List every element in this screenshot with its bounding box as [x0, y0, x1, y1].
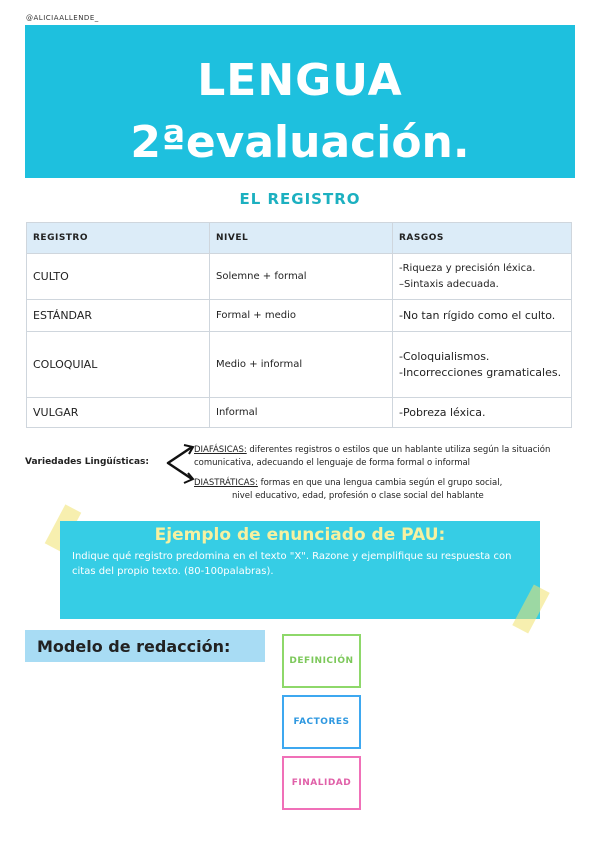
cell-rasgos — [393, 398, 572, 428]
pau-title: Ejemplo de enunciado de PAU: — [154, 525, 446, 545]
cell-nivel: Formal + medio — [210, 300, 393, 332]
step-finalidad-label: FINALIDAD — [291, 778, 352, 788]
rasgo-line: -Pobreza léxica. — [399, 405, 486, 419]
diastraticas-text: formas en que una lengua cambia según el grupo social, — [257, 478, 503, 488]
column-header-rasgos: RASGOS — [393, 223, 572, 254]
modelo-label-box — [25, 630, 265, 662]
modelo-label: Modelo de redacción: — [37, 637, 231, 656]
cell-nivel: Informal — [210, 398, 393, 428]
cell-rasgos — [393, 300, 572, 332]
table-row — [27, 398, 572, 428]
table-header-row — [27, 223, 572, 254]
rasgo-line: –Sintaxis adecuada. — [399, 278, 499, 290]
cell-registro: ESTÁNDAR — [27, 300, 210, 332]
table-row — [27, 254, 572, 300]
diastraticas-term: DIASTRÁTICAS: — [194, 478, 258, 488]
step-factores-label: FACTORES — [293, 717, 350, 727]
step-factores — [282, 695, 361, 749]
table-row — [27, 332, 572, 398]
branch-arrows-icon — [162, 443, 196, 485]
diastraticas-text-line2: nivel educativo, edad, profesión o clase social del hablante — [232, 491, 484, 501]
register-table — [26, 222, 572, 428]
pau-example-box — [60, 521, 540, 619]
banner-title: LENGUA — [197, 55, 403, 106]
title-banner — [25, 25, 575, 178]
rasgo-line: -No tan rígido como el culto. — [399, 308, 556, 322]
rasgo-line: -Riqueza y precisión léxica. — [399, 262, 536, 274]
pau-text: Indique qué registro predomina en el texto "X". Razone y ejemplifique su respuesta con citas del propio texto. (80-100palabras). — [72, 551, 512, 577]
banner-subtitle: 2ªevaluación. — [130, 117, 470, 168]
cell-registro: VULGAR — [27, 398, 210, 428]
step-definicion-label: DEFINICIÓN — [289, 656, 354, 666]
step-definicion — [282, 634, 361, 688]
cell-rasgos — [393, 254, 572, 300]
table-row — [27, 300, 572, 332]
variedades-label: Variedades Lingüísticas: — [25, 457, 149, 467]
cell-nivel: Solemne + formal — [210, 254, 393, 300]
diafasicas-text: diferentes registros o estilos que un hablante utiliza según la situación comunicativa, adecuando el lenguaje de forma formal o informal — [194, 445, 551, 468]
author-handle: @ALICIAALLENDE_ — [26, 14, 99, 22]
column-header-nivel: NIVEL — [210, 223, 393, 254]
cell-registro: COLOQUIAL — [27, 332, 210, 398]
rasgo-line: -Coloquialismos. — [399, 349, 490, 363]
diafasicas-definition — [194, 444, 564, 470]
cell-nivel: Medio + informal — [210, 332, 393, 398]
rasgo-line: -Incorrecciones gramaticales. — [399, 365, 562, 379]
cell-registro: CULTO — [27, 254, 210, 300]
section-title: EL REGISTRO — [239, 190, 361, 208]
step-finalidad — [282, 756, 361, 810]
diafasicas-term: DIAFÁSICAS: — [194, 445, 247, 455]
column-header-registro: REGISTRO — [27, 223, 210, 254]
diastraticas-definition — [194, 477, 564, 503]
cell-rasgos — [393, 332, 572, 398]
